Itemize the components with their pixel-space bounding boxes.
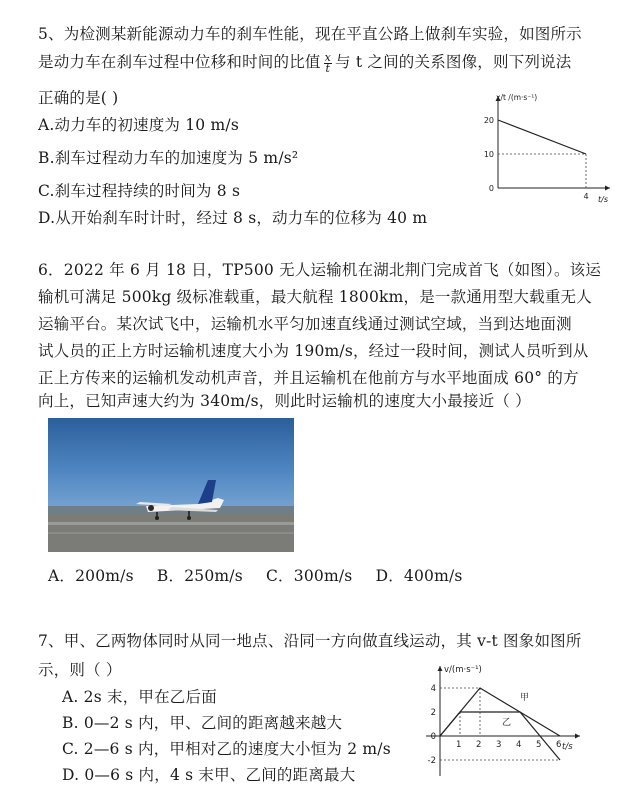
x-tick-label: 6 <box>556 740 562 750</box>
x-tick-label: 4 <box>516 740 522 750</box>
y-tick-label: -2 <box>427 756 436 766</box>
x-tick-label: 5 <box>536 740 542 750</box>
q6-option-b: B．250m/s <box>156 567 243 585</box>
q7-line-2: 示，则（ ） <box>38 661 122 679</box>
x-over-t-fraction <box>324 50 332 75</box>
q5-line-3: 正确的是( ) <box>38 89 119 107</box>
fraction-numerator: x <box>324 50 332 64</box>
fraction-denominator: t <box>325 61 331 75</box>
x-tick-label: 1 <box>456 740 462 750</box>
q6-line-1: 6．2022 年 6 月 18 日，TP500 无人运输机在湖北荆门完成首飞（如图）。该运 <box>38 261 602 279</box>
q5-xt-graph <box>470 88 618 210</box>
q5-line-2-pre: 是动力车在刹车过程中位移和时间的比值 <box>38 53 321 71</box>
tp500-aircraft-photo <box>48 418 294 552</box>
y-tick-label: 0 <box>430 732 436 742</box>
q6-line-6: 向上，已知声速大约为 340m/s，则此时运输机的速度大小最接近（ ） <box>38 392 531 410</box>
x-tick-label: 2 <box>476 740 482 750</box>
q6-options <box>48 566 481 586</box>
series-label-yi: 乙 <box>502 718 512 729</box>
q5-line-1: 5、为检测某新能源动力车的刹车性能，现在平直公路上做刹车实验，如图所示 <box>38 25 582 43</box>
x-axis-label: t/s <box>598 195 608 204</box>
y-axis-label: x/t /(m·s⁻¹) <box>496 93 538 102</box>
x-tick-label: 4 <box>583 192 589 201</box>
q6-option-d: D．400m/s <box>375 567 463 585</box>
y-axis-label: v/(m·s⁻¹) <box>444 665 482 675</box>
q6-line-4: 试人员的正上方时运输机速度大小为 190m/s，经过一段时间，测试人员听到从 <box>38 342 589 360</box>
y-tick-label: 20 <box>483 116 494 125</box>
q5-option-b: B.刹车过程动力车的加速度为 5 m/s² <box>38 149 299 167</box>
y-axis-arrow <box>438 666 443 671</box>
y-tick-label: 4 <box>430 684 436 694</box>
q5-option-d: D.从开始刹车时计时，经过 8 s，动力车的位移为 40 m <box>38 209 428 227</box>
x-tick-label: 3 <box>496 740 502 750</box>
q7-line-1: 7、甲、乙两物体同时从同一地点、沿同一方向做直线运动，其 v-t 图象如图所 <box>38 632 582 650</box>
q6-line-2: 输机可满足 500kg 级标准载重，最大航程 1800km，是一款通用型大载重无人 <box>38 288 592 306</box>
q5-line-2 <box>38 52 572 74</box>
q6-option-a: A．200m/s <box>48 567 134 585</box>
q5-line-2-post: 与 t 之间的关系图像，则下列说法 <box>335 53 572 71</box>
series-line <box>498 120 586 154</box>
q6-line-5: 正上方传来的运输机发动机声音，并且运输机在他前方与水平地面成 60° 的方 <box>38 369 579 387</box>
q7-option-b: B. 0—2 s 内，甲、乙间的距离越来越大 <box>62 714 343 732</box>
y-tick-label: 2 <box>430 708 436 718</box>
q5-option-c: C.刹车过程持续的时间为 8 s <box>38 182 241 200</box>
y-tick-label: 0 <box>488 184 494 193</box>
x-axis-arrow <box>605 186 610 191</box>
x-axis-arrow <box>575 734 580 739</box>
q6-option-c: C．300m/s <box>266 567 353 585</box>
q7-option-d: D. 0—6 s 内，4 s 末甲、乙间的距离最大 <box>62 766 356 784</box>
q7-vt-graph <box>412 658 592 788</box>
y-tick-label: 10 <box>483 150 494 159</box>
q6-line-3: 运输平台。某次试飞中，运输机水平匀加速直线通过测试空域，当到达地面测 <box>38 315 572 333</box>
series-label-jia: 甲 <box>520 693 530 703</box>
x-axis-label: t/s <box>562 742 573 752</box>
q5-option-a: A.动力车的初速度为 10 m/s <box>38 116 239 134</box>
q7-option-a: A. 2s 末，甲在乙后面 <box>62 688 217 706</box>
q7-option-c: C. 2—6 s 内，甲相对乙的速度大小恒为 2 m/s <box>62 740 391 758</box>
